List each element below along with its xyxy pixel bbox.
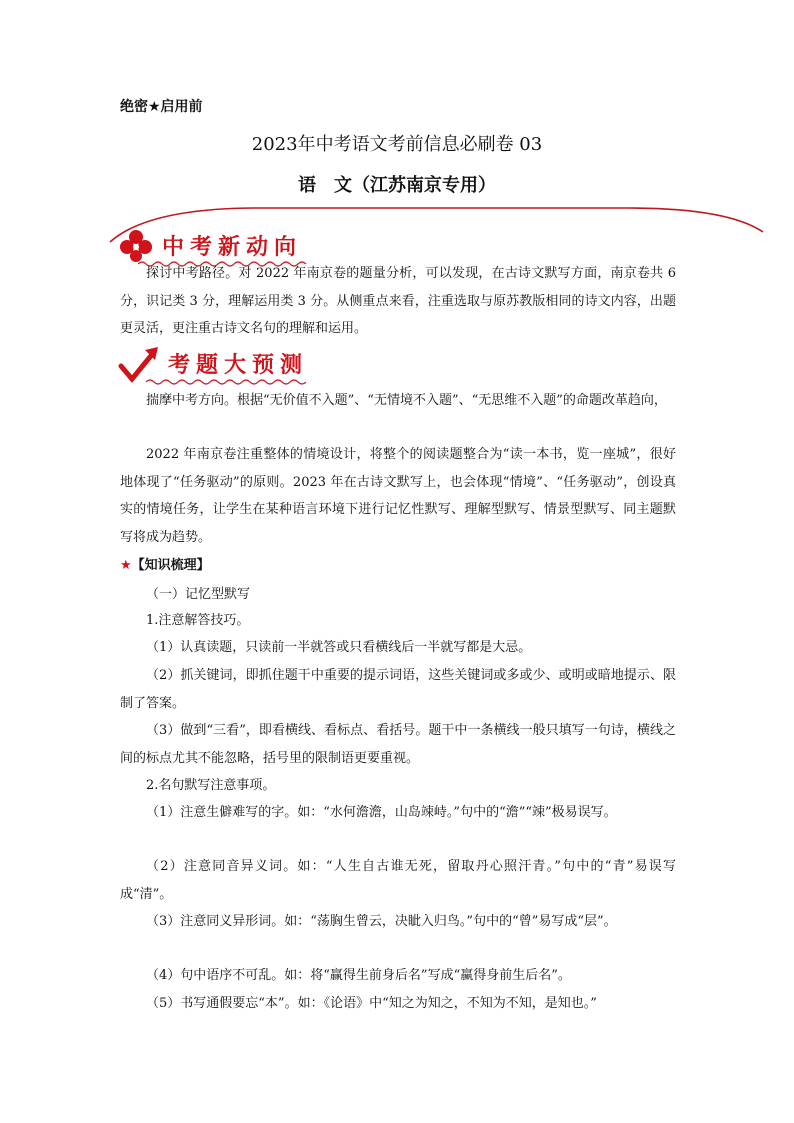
- section1-paragraph: 探讨中考路径。对 2022 年南京卷的题量分析，可以发现，在古诗文默写方面，南京卷共 6 分，识记类 3 分，理解运用类 3 分。从侧重点来看，注重选取与原苏教版相同的诗文内容，出题更灵活，更注重古诗文名句的理解和运用。: [120, 266, 676, 336]
- paper-subtitle: 语 文（江苏南京专用）: [298, 175, 496, 196]
- knowledge-p1: （1）认真读题，只读前一半就答或只看横线后一半就写都是大忌。: [146, 640, 532, 655]
- wavy-underline: [146, 378, 306, 386]
- knowledge-q4: （4）句中语序不可乱。如：将“赢得生前身后名”写成“赢得身前生后名”。: [146, 968, 571, 983]
- knowledge-q2: （2）注意同音异义词。如：“人生自古谁无死，留取丹心照汗青。”句中的“青”易误写成“清”。: [120, 859, 676, 902]
- star-icon: ★: [120, 558, 132, 573]
- knowledge-q3: （3）注意同义异形词。如：“荡胸生曾云，决眦入归鸟。”句中的“曾”易写成“层”。: [146, 914, 617, 929]
- secret-label: 绝密★启用前: [120, 99, 203, 115]
- knowledge-heading: [120, 552, 676, 580]
- knowledge-heading-label: 【知识梳理】: [131, 558, 210, 573]
- section2-paragraph-2: 2022 年南京卷注重整体的情境设计，将整个的阅读题整合为“读一本书，览一座城”，很好地体现了“任务驱动”的原则。2023 年在古诗文默写上，也会体现“情境”、“任务驱动”，创设真实的情境任务，让学生在某种语言环境下进行记忆性默写、理解型默写、情景型默写、同主题默写将成为趋势。: [120, 447, 676, 545]
- section-title-trends: 中考新动向: [162, 235, 303, 260]
- clover-icon: [118, 228, 154, 264]
- knowledge-p3: （3）做到“三看”，即看横线、看标点、看括号。题干中一条横线一般只填写一句诗，横线之间的标点尤其不能忽略，括号里的限制语更要重视。: [120, 723, 676, 766]
- knowledge-item2: 2.名句默写注意事项。: [146, 778, 276, 793]
- section-title-predict: 考题大预测: [168, 353, 309, 378]
- knowledge-q1: （1）注意生僻难写的字。如：“水何澹澹，山岛竦峙。”句中的“澹”“竦”极易误写。: [146, 805, 617, 820]
- knowledge-sub1: （一）记忆型默写: [146, 587, 251, 602]
- knowledge-p2: （2）抓关键词，即抓住题干中重要的提示词语，这些关键词或多或少、或明或暗地提示、限制了答案。: [120, 668, 676, 711]
- knowledge-q5: （5）书写通假要忘“本”。如：《论语》中“知之为知之，不知为不知，是知也。”: [146, 996, 597, 1011]
- knowledge-item1: 1.注意解答技巧。: [146, 613, 250, 628]
- section2-paragraph-1: 揣摩中考方向。根据“无价值不入题”、“无情境不入题”、“无思维不入题”的命题改革趋向，: [146, 393, 667, 408]
- section-heading-predict: [118, 344, 328, 388]
- paper-title: 2023年中考语文考前信息必刷卷 03: [251, 134, 543, 155]
